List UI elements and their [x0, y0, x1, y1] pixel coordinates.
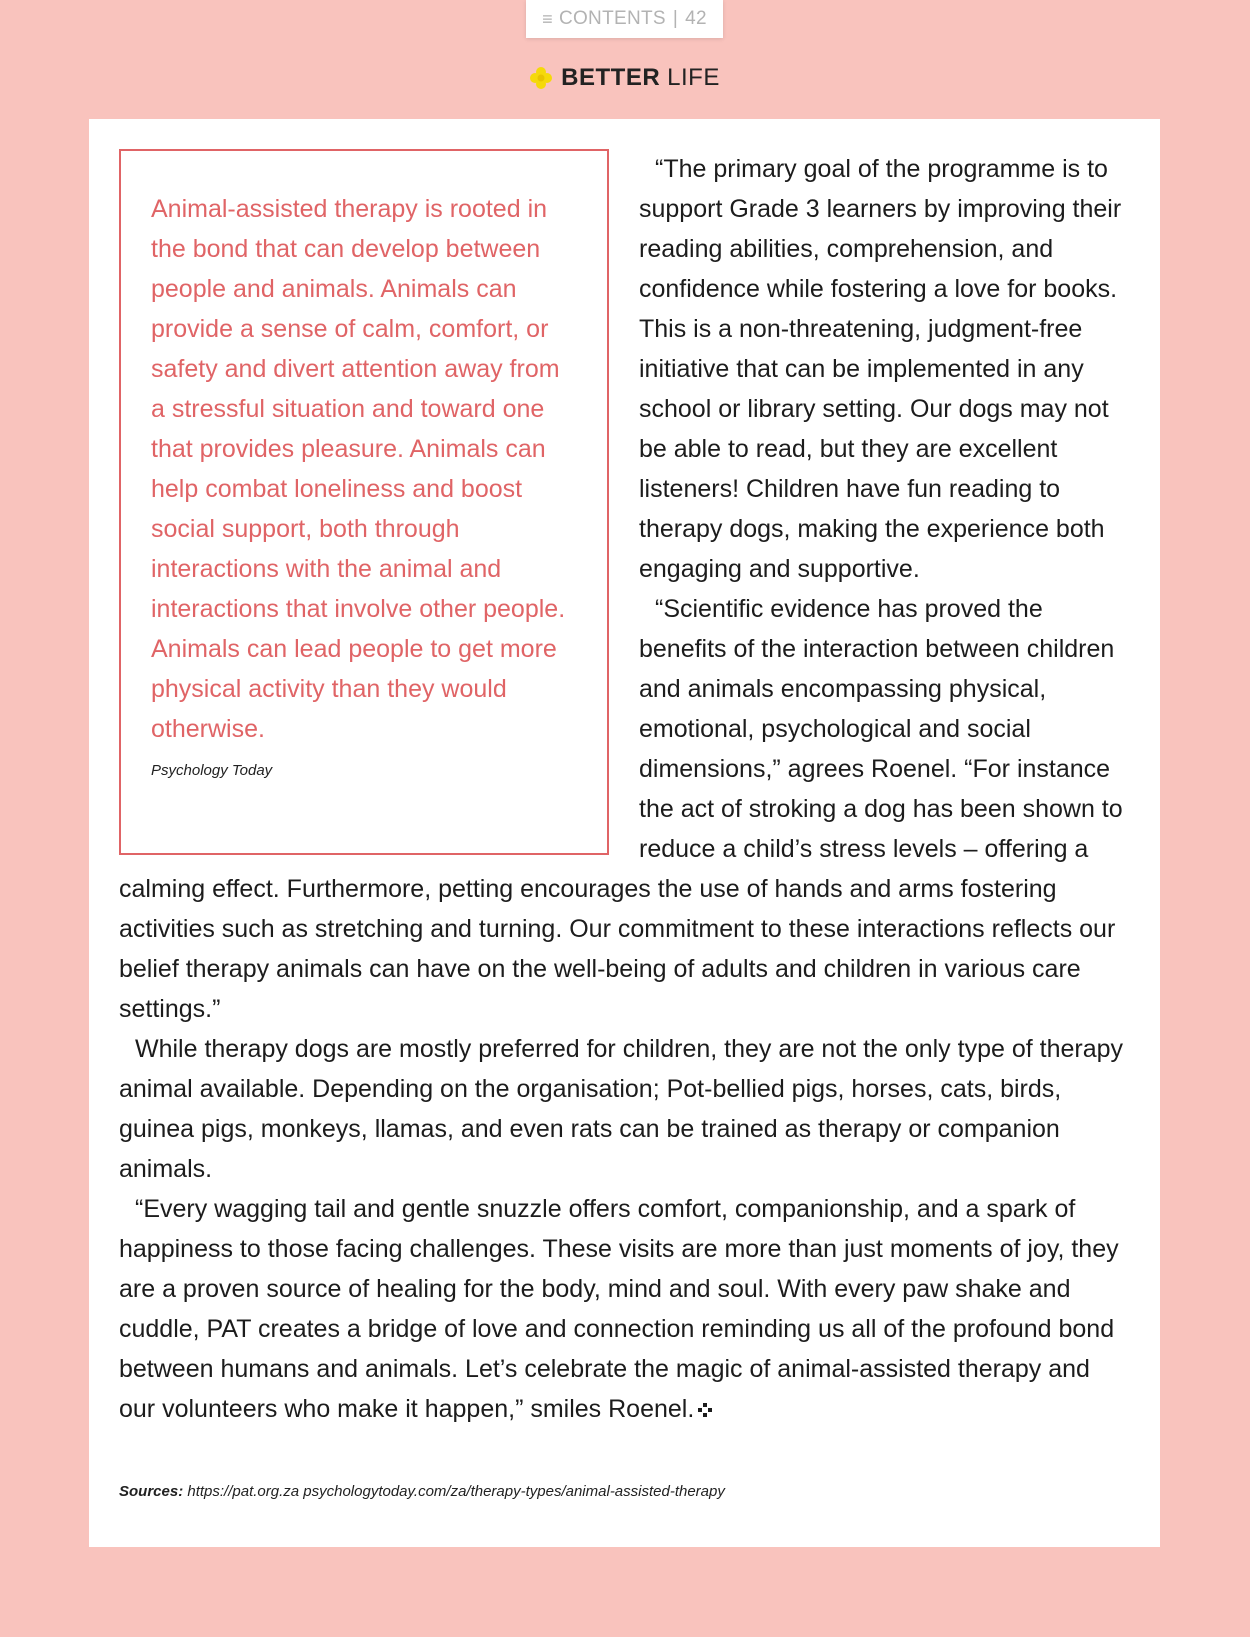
page-card	[89, 119, 1160, 1547]
article-paragraph: “The primary goal of the programme is to support Grade 3 learners by improving their reading abilities, comprehension, and confidence while fostering a love for books. This is a non-threatening, judgment-free initiative that can be implemented in any school or library setting. Our dogs may not be able to read, but they are excellent listeners! Children have fun reading to therapy dogs, making the experience both engaging and supportive.	[639, 155, 1122, 583]
sources-line	[119, 1482, 725, 1502]
section-title-light: LIFE	[667, 64, 720, 91]
sources-text: https://pat.org.za psychologytoday.com/za/therapy-types/animal-assisted-therapy	[187, 1483, 725, 1500]
sources-label: Sources:	[119, 1483, 184, 1500]
section-header	[0, 64, 1250, 92]
article-paragraph-last	[119, 1189, 1131, 1429]
end-mark-icon	[698, 1403, 712, 1417]
tab-divider: |	[672, 8, 679, 29]
article-paragraph: While therapy dogs are mostly preferred for children, they are not the only type of therapy animal available. Depending on the organisation; Pot-bellied pigs, horses, cats, birds, guinea pigs, monkeys, llamas, and even rats can be trained as therapy or companion animals.	[119, 1035, 1124, 1183]
contents-button[interactable]	[526, 0, 723, 38]
sidebar-credit: Psychology Today	[151, 762, 273, 779]
sidebar-quote-text: Animal-assisted therapy is rooted in the bond that can develop between people and animals. Animals can provide a sense of calm, comfort, or safety and divert attention away from a stressful situation and toward one that provides pleasure. Animals can help combat loneliness and boost social support, both through interactions with the animal and interactions that involve other people. Animals can lead people to get more physical activity than they would otherwise.	[151, 195, 566, 743]
page-number: 42	[685, 8, 707, 29]
article-body	[119, 149, 1131, 1429]
flower-icon	[530, 67, 552, 89]
article-paragraph-text: “Every wagging tail and gentle snuzzle offers comfort, companionship, and a spark of happiness to those facing challenges. These visits are more than just moments of joy, they are a proven source of healing for the body, mind and soul. With every paw shake and cuddle, PAT creates a bridge of love and connection reminding us all of the profound bond between humans and animals. Let’s celebrate the magic of animal-assisted therapy and our volunteers who make it happen,” smiles Roenel.	[119, 1195, 1119, 1423]
article-paragraph: “Scientific evidence has proved the benefits of the interaction between children and animals encompassing physical, emotional, psychological and social dimensions,” agrees Roenel. “For instance the act of stroking a dog has been shown to reduce a child’s stress levels – offering a calming effect. Furthermore, petting encourages the use of hands and arms fostering activities such as stretching and turning. Our commitment to these interactions reflects our belief therapy animals can have on the well-being of adults and children in various care settings.”	[119, 595, 1123, 1023]
sidebar-quote-box	[119, 149, 609, 855]
section-title-bold: BETTER	[561, 64, 661, 91]
menu-lines-icon: ≡	[542, 8, 553, 29]
contents-label: CONTENTS	[558, 8, 666, 29]
